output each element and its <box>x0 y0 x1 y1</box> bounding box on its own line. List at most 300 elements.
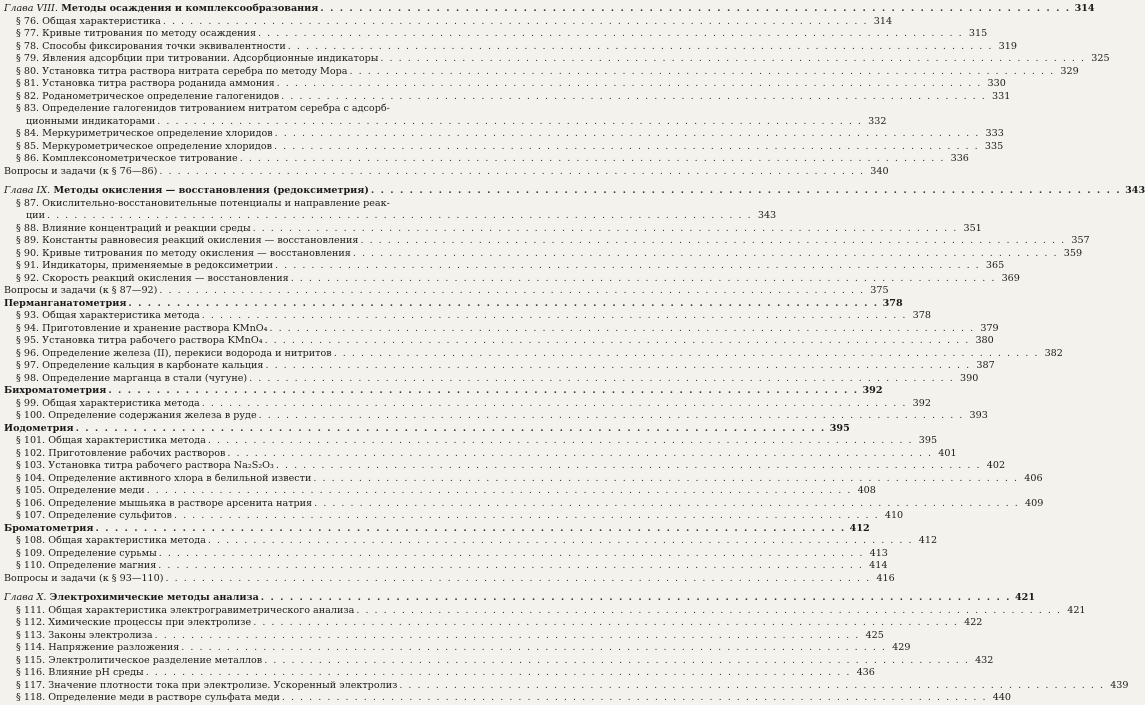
dot-leader <box>277 78 982 91</box>
questions-entry <box>4 572 895 586</box>
entry-label <box>4 285 157 298</box>
toc-entry <box>4 335 994 348</box>
toc-entry <box>4 222 982 236</box>
dot-leader <box>128 298 878 311</box>
entry-label <box>26 116 155 129</box>
section-title: Бихроматометрия <box>4 385 107 396</box>
entry-label <box>16 498 312 511</box>
dot-leader <box>334 348 1039 361</box>
entry-label <box>16 667 144 680</box>
entry-label <box>4 185 369 198</box>
section-number: § 116. <box>16 667 46 678</box>
dot-leader <box>259 410 964 423</box>
section-number: § 89. <box>16 235 40 246</box>
toc-entry <box>4 40 1017 54</box>
entry-text: Общая характеристика метода <box>48 435 206 446</box>
page-number: 387 <box>976 360 995 371</box>
page-number: 315 <box>968 28 988 39</box>
entry-label <box>16 153 238 166</box>
entry-label <box>16 323 267 336</box>
chapter-heading <box>4 592 1035 605</box>
entry-text: Общая характеристика метода <box>42 310 200 321</box>
page-number: 432 <box>975 654 994 666</box>
toc-entry-continued <box>4 115 887 129</box>
dot-leader <box>249 373 954 386</box>
entry-text: Определение меди в растворе сульфата меди <box>48 692 280 703</box>
dot-leader <box>265 335 970 348</box>
section-number: § 90. <box>16 247 40 259</box>
section-number: § 77. <box>16 28 40 39</box>
toc-entry <box>4 642 911 655</box>
section-heading <box>4 422 850 436</box>
entry-label <box>4 592 259 605</box>
section-heading <box>4 297 903 311</box>
chapter-number: Глава IX. <box>4 185 51 196</box>
section-number: § 115. <box>16 654 46 666</box>
section-heading <box>4 385 883 398</box>
page-number: 329 <box>1060 65 1079 77</box>
dot-leader <box>350 66 1055 79</box>
dot-leader <box>314 498 1019 511</box>
page-number: 429 <box>892 642 911 653</box>
entry-label <box>16 41 286 54</box>
toc-entry <box>4 322 999 336</box>
section-number: § 107. <box>16 510 46 521</box>
page-number: 421 <box>1067 604 1086 616</box>
toc-entry <box>4 547 888 561</box>
dot-leader <box>275 128 980 141</box>
page-number: 412 <box>849 522 870 534</box>
entry-text: Определение железа (II), перекиси водорода и нитритов <box>42 347 332 359</box>
page-number: 413 <box>869 547 888 559</box>
section-number: § 95. <box>16 335 40 346</box>
section-number: § 110. <box>16 560 46 571</box>
dot-leader <box>275 260 980 273</box>
entry-label <box>16 273 289 286</box>
entry-text: Химические процессы при электролизе <box>48 617 252 628</box>
entry-label <box>16 448 225 461</box>
page-number: 382 <box>1044 347 1063 359</box>
chapter-heading <box>4 185 1145 198</box>
toc-entry <box>4 447 957 461</box>
chapter-heading <box>4 3 1095 16</box>
page-number: 421 <box>1014 592 1035 603</box>
entry-label <box>26 210 45 223</box>
page-number: 343 <box>1125 185 1145 196</box>
dot-leader <box>181 642 886 655</box>
page-number: 369 <box>1001 272 1020 284</box>
entry-text: Кривые титрования по методу осаждения <box>42 28 256 39</box>
entry-text: Законы электролиза <box>48 629 153 641</box>
entry-text: Вопросы и задачи (к § 87—92) <box>4 285 158 296</box>
page-number: 422 <box>964 617 983 628</box>
entry-label <box>16 78 275 91</box>
dot-leader <box>202 310 907 323</box>
page-number: 406 <box>1024 472 1043 484</box>
entry-text: Установка титра раствора нитрата серебра по методу Мора <box>42 65 348 77</box>
section-title: Броматометрия <box>4 522 94 534</box>
entry-label <box>16 630 153 643</box>
toc-entry <box>4 604 1086 618</box>
section-number: § 104. <box>16 472 46 484</box>
page-number: 401 <box>938 447 957 459</box>
toc-entry <box>4 560 888 573</box>
toc-entry <box>4 667 875 680</box>
section-number: § 118. <box>16 692 46 703</box>
entry-text: Комплексонометрическое титрование <box>42 153 238 164</box>
page-number: 395 <box>918 435 938 446</box>
entry-label <box>4 3 318 16</box>
section-number: § 111. <box>16 604 46 616</box>
dot-leader <box>253 617 958 630</box>
section-title: Перманганатометрия <box>4 297 127 309</box>
section-number: § 97. <box>16 360 40 371</box>
page-number: 351 <box>963 222 982 234</box>
entry-text: Определение кальция в карбонате кальция <box>42 360 264 371</box>
entry-label <box>16 460 274 473</box>
entry-text: Определение меди <box>48 485 145 496</box>
section-number: § 92. <box>16 272 40 284</box>
dot-leader <box>253 223 958 236</box>
page-number: 340 <box>870 165 889 177</box>
entry-text: Общая характеристика электрогравиметрического анализа <box>48 604 355 616</box>
entry-text: Влияние концентраций и реакции среды <box>42 222 251 234</box>
dot-leader <box>174 510 879 523</box>
entry-text: Определение магния <box>48 560 157 571</box>
entry-label <box>4 423 74 436</box>
entry-text: Определение галогенидов титрованием нитратом серебра с адсорб- <box>42 103 390 114</box>
entry-text: Влияние pH среды <box>48 667 144 678</box>
entry-text: Вопросы и задачи (к § 93—110) <box>4 572 164 584</box>
entry-label <box>16 548 157 561</box>
entry-label <box>16 605 354 618</box>
entry-text: Вопросы и задачи (к § 76—86) <box>4 165 158 177</box>
dot-leader <box>274 141 979 154</box>
entry-text: Роданометрическое определение галогенидов <box>42 90 280 102</box>
toc-entry <box>4 140 1004 154</box>
dot-leader <box>155 630 860 643</box>
section-number: § 85. <box>16 140 40 152</box>
entry-label <box>16 473 311 486</box>
section-heading <box>4 522 870 536</box>
section-number: § 80. <box>16 65 40 77</box>
dot-leader <box>282 692 987 705</box>
entry-text: Общая характеристика метода <box>42 397 200 409</box>
dot-leader <box>261 592 1011 605</box>
entry-text: Определение сульфитов <box>48 510 172 521</box>
page-number: 331 <box>992 90 1011 102</box>
section-number: § 93. <box>16 310 40 321</box>
toc-entry <box>4 53 1110 66</box>
page-number: 357 <box>1071 235 1090 246</box>
dot-leader <box>399 680 1104 693</box>
dot-leader <box>269 323 974 336</box>
entry-text: Установка титра раствора роданида аммония <box>42 78 275 89</box>
entry-text: Общая характеристика метода <box>48 535 206 546</box>
page-number: 412 <box>918 535 938 546</box>
page-number: 425 <box>865 629 884 641</box>
entry-text: Явления адсорбции при титровании. Адсорбционные индикаторы <box>42 53 379 64</box>
section-number: § 99. <box>16 397 40 409</box>
entry-label <box>16 66 348 79</box>
page-number: 402 <box>986 460 1006 471</box>
dot-leader <box>147 485 852 498</box>
dot-leader <box>159 166 864 179</box>
dot-leader <box>76 423 826 436</box>
toc-entry <box>4 372 979 386</box>
toc-entry <box>4 28 988 41</box>
section-number: § 94. <box>16 322 40 334</box>
chapter-title: Методы окисления — восстановления (редоксиметрия) <box>53 185 369 196</box>
table-of-contents <box>4 3 1145 705</box>
toc-entry <box>4 260 1005 273</box>
section-number: § 82. <box>16 90 40 102</box>
dot-leader <box>208 435 913 448</box>
toc-entry <box>4 410 988 423</box>
page-number: 436 <box>856 667 875 678</box>
entry-label <box>16 485 145 498</box>
section-number: § 96. <box>16 347 40 359</box>
entry-label <box>4 523 94 536</box>
entry-text: Скорость реакций окисления — восстановления <box>42 272 289 284</box>
toc-entry <box>4 153 969 166</box>
entry-label <box>16 335 263 348</box>
dot-leader <box>353 248 1058 261</box>
entry-label <box>16 348 332 361</box>
toc-entry <box>4 629 884 643</box>
chapter-number: Глава X. <box>4 592 47 603</box>
page-number: 393 <box>969 410 988 421</box>
page-number: 336 <box>950 153 969 164</box>
dot-leader <box>159 548 864 561</box>
page-number: 416 <box>876 572 895 584</box>
chapter-title: Методы осаждения и комплексообразования <box>61 3 319 14</box>
entry-text: Способы фиксирования точки эквивалентности <box>42 40 286 52</box>
entry-label <box>16 223 251 236</box>
dot-leader <box>166 573 871 586</box>
dot-leader <box>380 53 1085 66</box>
spacer <box>4 585 470 592</box>
section-number: § 98. <box>16 372 40 384</box>
entry-label <box>16 373 247 386</box>
page-number: 314 <box>1074 3 1095 14</box>
page-number: 439 <box>1110 679 1129 691</box>
page-number: 333 <box>985 128 1004 139</box>
entry-label <box>16 410 257 423</box>
dot-leader <box>208 535 913 548</box>
toc-entry <box>4 472 1043 486</box>
dot-leader <box>276 460 981 473</box>
entry-label <box>16 435 206 448</box>
page-number: 359 <box>1063 247 1083 259</box>
dot-leader <box>227 448 932 461</box>
entry-text: Определение активного хлора в белильной извести <box>48 472 312 484</box>
toc-entry <box>4 435 938 448</box>
toc-entry <box>4 617 983 630</box>
entry-label <box>16 360 263 373</box>
page-number: 379 <box>980 322 999 334</box>
toc-entry <box>4 78 1006 91</box>
page-number: 325 <box>1091 53 1110 64</box>
entry-label <box>16 260 273 273</box>
dot-leader <box>96 523 846 536</box>
entry-text: ционными индикаторами <box>26 115 156 127</box>
chapter-number: Глава VIII. <box>4 3 58 14</box>
page-number: 335 <box>984 140 1004 152</box>
section-number: § 81. <box>16 78 40 89</box>
dot-leader <box>47 210 752 223</box>
dot-leader <box>163 16 868 29</box>
entry-text: Определение сурьмы <box>48 547 157 559</box>
dot-leader <box>159 285 864 298</box>
page-number: 380 <box>975 335 994 346</box>
dot-leader <box>313 473 1018 486</box>
entry-label <box>16 617 251 630</box>
section-number: § 88. <box>16 222 40 234</box>
page-number: 390 <box>960 372 979 384</box>
dot-leader <box>108 385 858 398</box>
section-number: § 83. <box>16 103 40 114</box>
entry-text: ции <box>26 210 45 221</box>
section-number: § 101. <box>16 435 46 446</box>
page-number: 375 <box>870 285 889 296</box>
section-number: § 117. <box>16 679 46 691</box>
entry-label <box>4 385 106 398</box>
page-number: 378 <box>912 310 931 321</box>
dot-leader <box>240 153 945 166</box>
section-number: § 78. <box>16 40 40 52</box>
toc-entry <box>4 485 876 498</box>
toc-entry <box>4 310 931 323</box>
page-number: 392 <box>912 397 931 409</box>
entry-text: Константы равновесия реакций окисления — восстановления <box>42 235 359 246</box>
dot-leader <box>320 3 1070 16</box>
section-number: § 103. <box>16 460 46 471</box>
toc-entry <box>4 692 1012 705</box>
toc-entry <box>4 15 893 29</box>
spacer <box>4 178 470 185</box>
entry-label <box>4 166 157 179</box>
entry-text: Приготовление рабочих растворов <box>48 447 226 459</box>
entry-label <box>4 573 164 586</box>
dot-leader <box>288 41 993 54</box>
entry-label <box>16 91 279 104</box>
entry-label <box>16 28 256 41</box>
toc-entry <box>4 198 470 211</box>
toc-entry <box>4 103 470 116</box>
entry-label <box>16 198 390 211</box>
entry-text: Установка титра рабочего раствора KMnO₄ <box>42 335 263 346</box>
section-number: § 109. <box>16 547 46 559</box>
entry-label <box>16 141 272 154</box>
page-number: 395 <box>829 422 850 434</box>
page-number: 440 <box>992 692 1012 703</box>
entry-text: Определение марганца в стали (чугуне) <box>42 372 248 384</box>
entry-text: Значение плотности тока при электролизе. Ускоренный электролиз <box>48 679 398 691</box>
section-number: § 79. <box>16 53 40 64</box>
section-number: § 84. <box>16 128 40 139</box>
entry-text: Кривые титрования по методу окисления — восстановления <box>42 247 351 259</box>
page-number: 409 <box>1025 497 1044 509</box>
entry-label <box>16 398 200 411</box>
section-number: § 86. <box>16 153 40 164</box>
entry-text: Меркуриметрическое определение хлоридов <box>42 128 273 139</box>
section-number: § 102. <box>16 447 46 459</box>
section-number: § 76. <box>16 15 40 27</box>
dot-leader <box>360 235 1065 248</box>
section-number: § 108. <box>16 535 46 546</box>
section-number: § 113. <box>16 629 46 641</box>
entry-text: Установка титра рабочего раствора Na₂S₂O₃ <box>48 460 274 471</box>
entry-label <box>16 642 179 655</box>
page-number: 332 <box>868 115 887 127</box>
entry-text: Меркурометрическое определение хлоридов <box>42 140 273 152</box>
section-number: § 105. <box>16 485 46 496</box>
dot-leader <box>146 667 851 680</box>
entry-label <box>16 16 161 29</box>
dot-leader <box>281 91 986 104</box>
dot-leader <box>265 360 970 373</box>
entry-text: Окислительно-восстановительные потенциалы и направление реак- <box>42 197 390 209</box>
toc-entry <box>4 90 1011 104</box>
entry-text: Индикаторы, применяемые в редоксиметрии <box>42 260 274 271</box>
toc-entry <box>4 460 1006 473</box>
toc-entry <box>4 360 995 373</box>
dot-leader <box>202 398 907 411</box>
entry-label <box>16 692 280 705</box>
toc-entry <box>4 347 1063 361</box>
dot-leader <box>158 560 863 573</box>
page-number: 414 <box>869 560 888 571</box>
page-number: 319 <box>998 40 1017 52</box>
entry-label <box>16 248 351 261</box>
entry-label <box>16 128 273 141</box>
toc-entry-continued <box>4 210 777 223</box>
section-number: § 87. <box>16 197 40 209</box>
page-number: 378 <box>882 297 903 309</box>
dot-leader <box>157 116 862 129</box>
section-number: § 100. <box>16 410 46 421</box>
toc-entry <box>4 679 1129 693</box>
toc-entry <box>4 128 1004 141</box>
page-number: 365 <box>985 260 1005 271</box>
toc-entry <box>4 247 1083 261</box>
page-number: 343 <box>757 210 777 221</box>
section-number: § 106. <box>16 497 46 509</box>
entry-label <box>16 680 397 693</box>
dot-leader <box>258 28 963 41</box>
section-number: § 112. <box>16 617 46 628</box>
toc-entry <box>4 272 1020 286</box>
section-number: § 91. <box>16 260 40 271</box>
dot-leader <box>356 605 1061 618</box>
toc-entry <box>4 397 931 411</box>
toc-entry <box>4 497 1044 511</box>
toc-entry <box>4 535 938 548</box>
entry-label <box>16 53 378 66</box>
toc-entry <box>4 65 1079 79</box>
questions-entry <box>4 285 889 298</box>
dot-leader <box>291 273 996 286</box>
page-number: 408 <box>857 485 876 496</box>
page-number: 330 <box>987 78 1006 89</box>
toc-entry <box>4 510 904 523</box>
entry-text: Определение мышьяка в растворе арсенита натрия <box>48 497 313 509</box>
entry-label <box>16 510 172 523</box>
entry-text: Общая характеристика <box>42 15 161 27</box>
dot-leader <box>264 655 969 668</box>
page-number: 410 <box>884 510 904 521</box>
